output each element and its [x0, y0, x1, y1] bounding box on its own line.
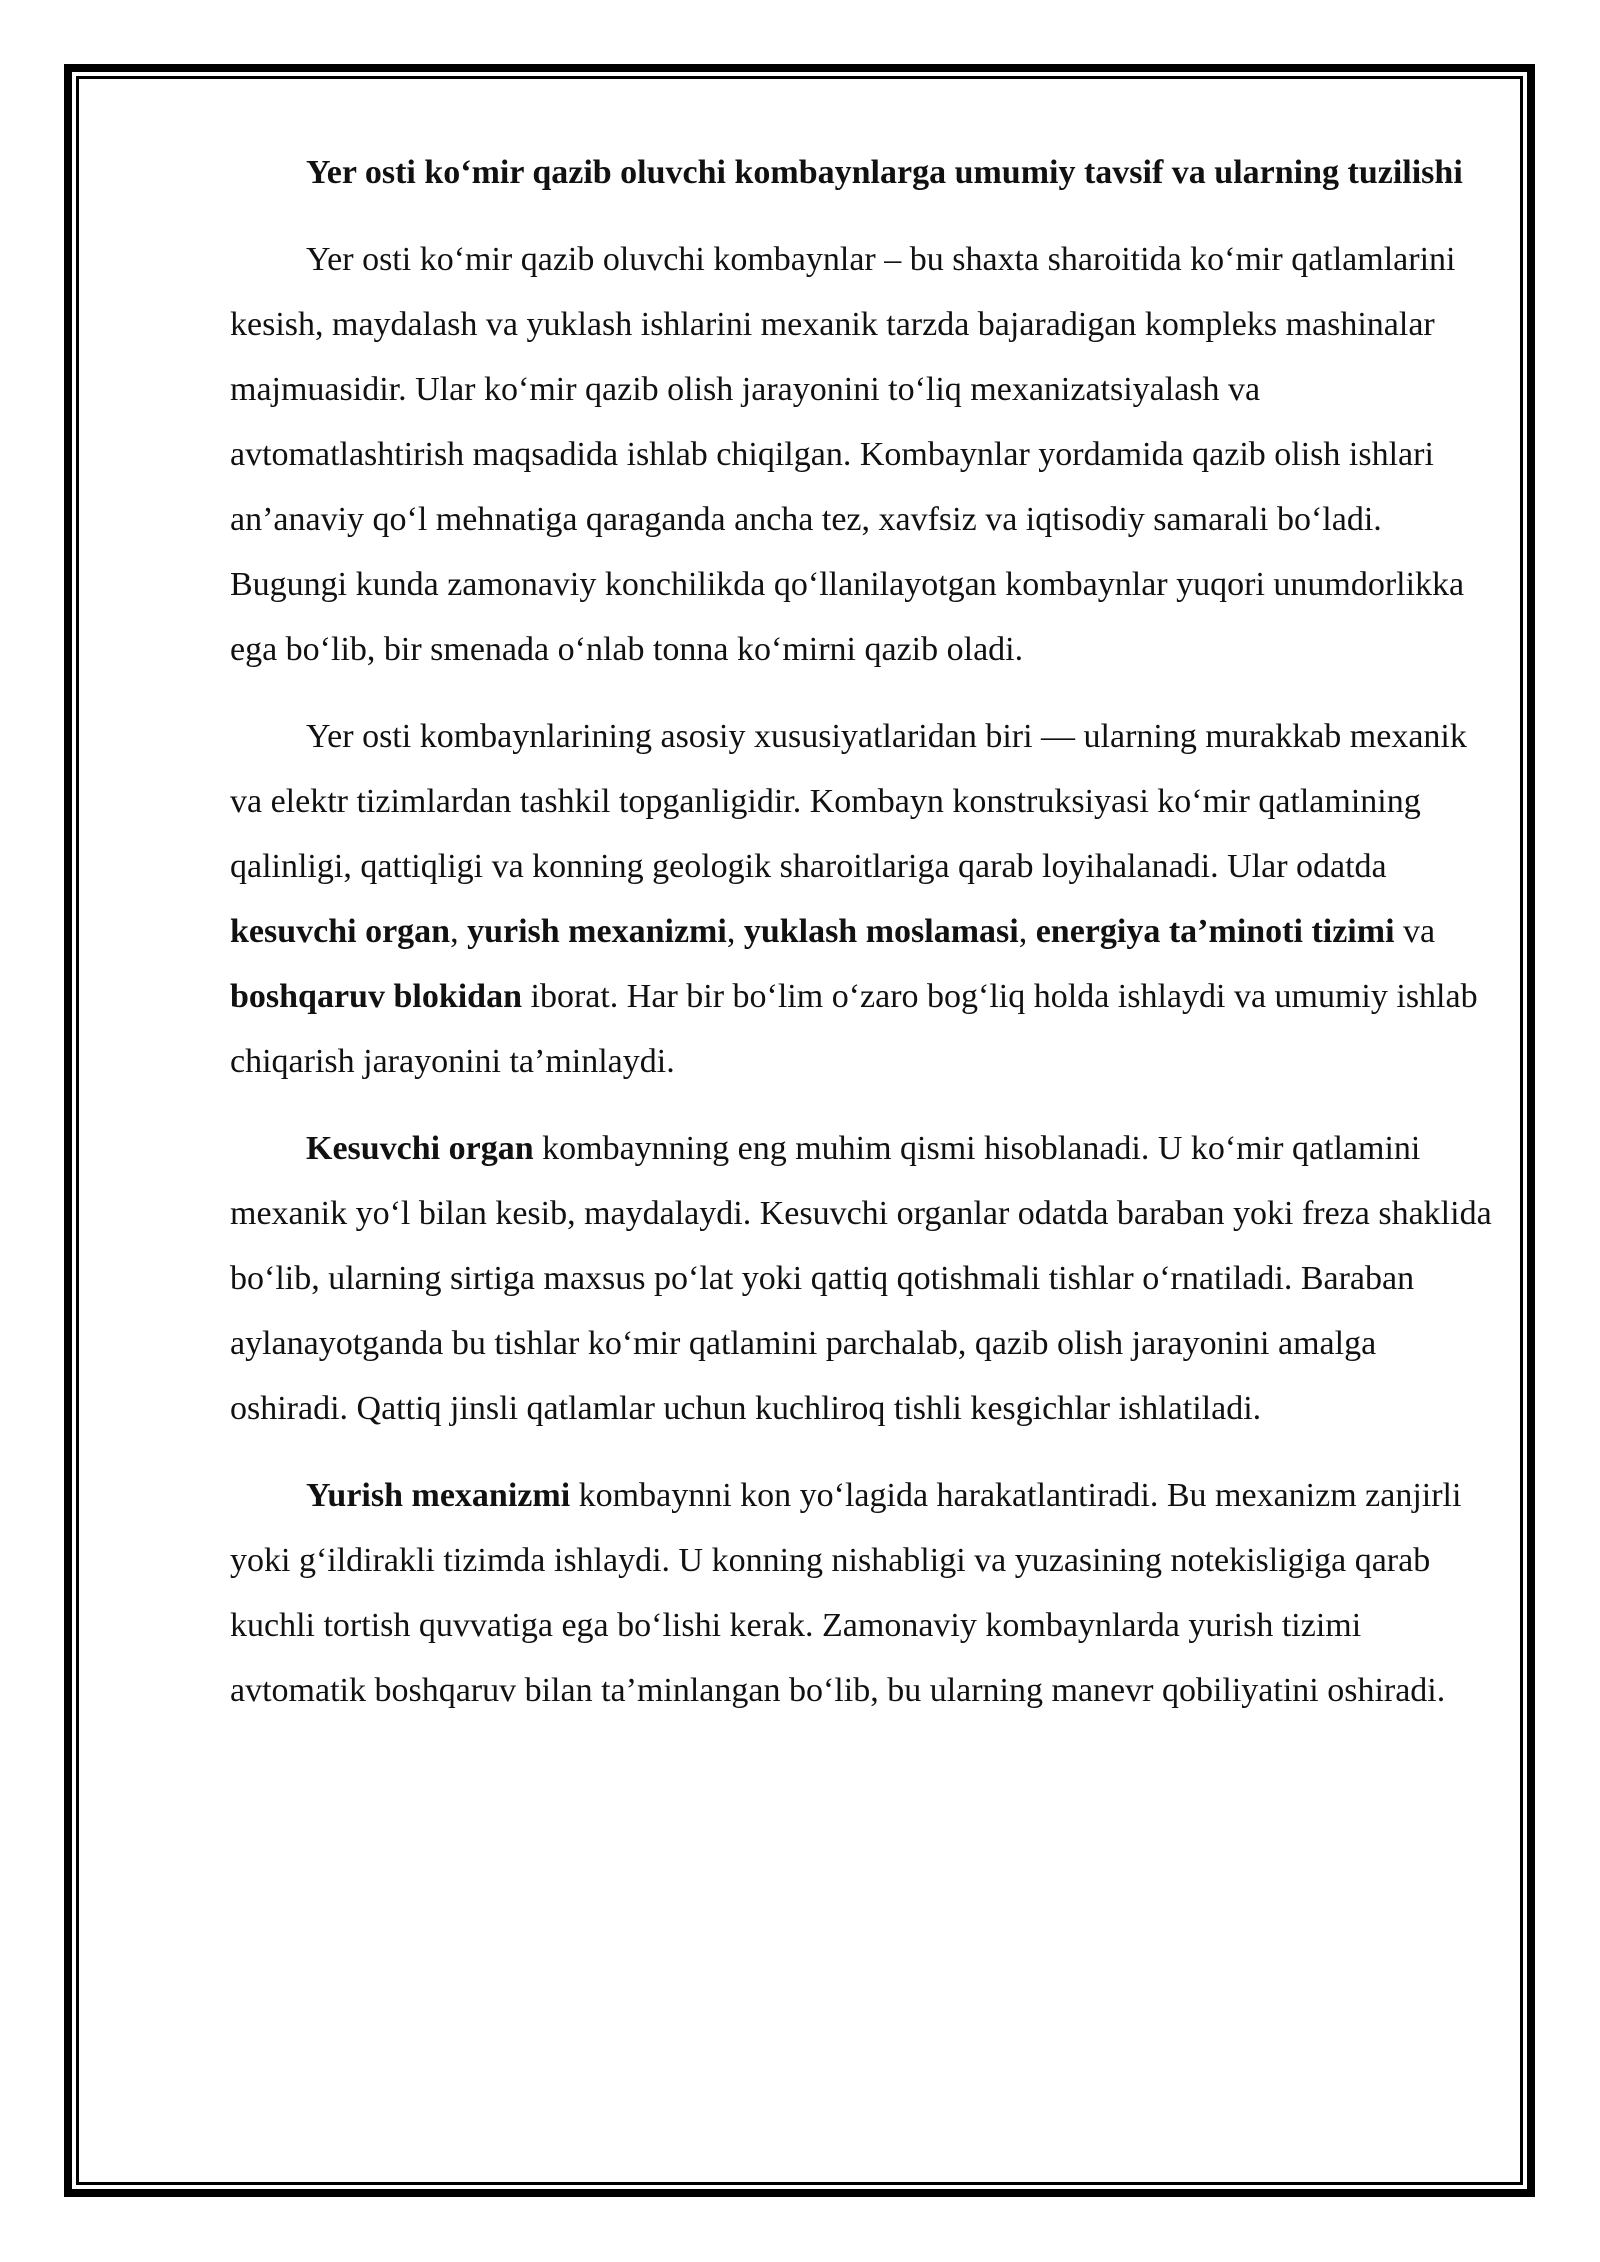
paragraph-cutting-organ	[230, 1116, 1495, 1441]
document-body	[230, 140, 1495, 1745]
paragraph-intro: Yer osti ko‘mir qazib oluvchi kombaynlar – bu shaxta sharoitida ko‘mir qatlamlarini kesish, maydalash va yuklash ishlarini mexanik tarzda bajaradigan kompleks mashinalar majmuasidir. Ular ko‘mir qazib olish jarayonini to‘liq mexanizatsiyalash va avtomatlashtirish maqsadida ishlab chiqilgan. Kombaynlar yordamida qazib olish ishlari an’anaviy qo‘l mehnatiga qaraganda ancha tez, xavfsiz va iqtisodiy samarali bo‘ladi. Bugungi kunda zamonaviy konchilikda qo‘llanilayotgan kombaynlar yuqori unumdorlikka ega bo‘lib, bir smenada o‘nlab tonna ko‘mirni qazib oladi.	[230, 241, 1465, 668]
paragraph-text: va	[1394, 913, 1436, 950]
paragraph-structure	[230, 704, 1495, 1094]
paragraph-text: ,	[450, 913, 468, 950]
term-power-supply: energiya ta’minoti tizimi	[1035, 913, 1395, 950]
paragraph-text: kombaynni kon yo‘lagida harakatlantiradi. Bu mexanizm zanjirli yoki g‘ildirakli tizimda ishlaydi. U konning nishabligi va yuzasining notekisligiga qarab kuchli tortish quvvatiga ega bo‘lishi kerak. Zamonaviy kombaynlarda yurish tizimi avtomatik boshqaruv bilan ta’minlangan bo‘lib, bu ularning manevr qobiliyatini oshiradi.	[230, 1477, 1462, 1709]
term-control-unit: boshqaruv blokidan	[230, 978, 522, 1015]
term-travel-mechanism: Yurish mexanizmi	[306, 1477, 571, 1514]
paragraph-text: ,	[726, 913, 744, 950]
term-cutting-organ: kesuvchi organ	[230, 913, 451, 950]
term-cutting-organ: Kesuvchi organ	[306, 1130, 534, 1167]
paragraph-text: ,	[1018, 913, 1036, 950]
term-travel-mechanism: yurish mexanizmi	[467, 913, 727, 950]
term-loading-device: yuklash moslamasi	[743, 913, 1019, 950]
paragraph-text: Yer osti kombaynlarining asosiy xususiyatlaridan biri — ularning murakkab mexanik va elektr tizimlardan tashkil topganligidir. Kombayn konstruksiyasi ko‘mir qatlamining qalinligi, qattiqligi va konning geologik sharoitlariga qarab loyihalanadi. Ular odatda	[230, 718, 1467, 885]
paragraph-travel-mechanism	[230, 1463, 1495, 1723]
document-title: Yer osti ko‘mir qazib oluvchi kombaynlarga umumiy tavsif va ularning tuzilishi	[306, 154, 1463, 191]
paragraph-text: iborat. Har bir bo‘lim o‘zaro bog‘liq holda ishlaydi va umumiy ishlab chiqarish jarayonini ta’minlaydi.	[230, 978, 1478, 1080]
paragraph-text: kombaynning eng muhim qismi hisoblanadi. U ko‘mir qatlamini mexanik yo‘l bilan kesib, maydalaydi. Kesuvchi organlar odatda baraban yoki freza shaklida bo‘lib, ularning sirtiga maxsus po‘lat yoki qattiq qotishmali tishlar o‘rnatiladi. Baraban aylanayotganda bu tishlar ko‘mir qatlamini parchalab, qazib olish jarayonini amalga oshiradi. Qattiq jinsli qatlamlar uchun kuchliroq tishli kesgichlar ishlatiladi.	[230, 1130, 1492, 1427]
